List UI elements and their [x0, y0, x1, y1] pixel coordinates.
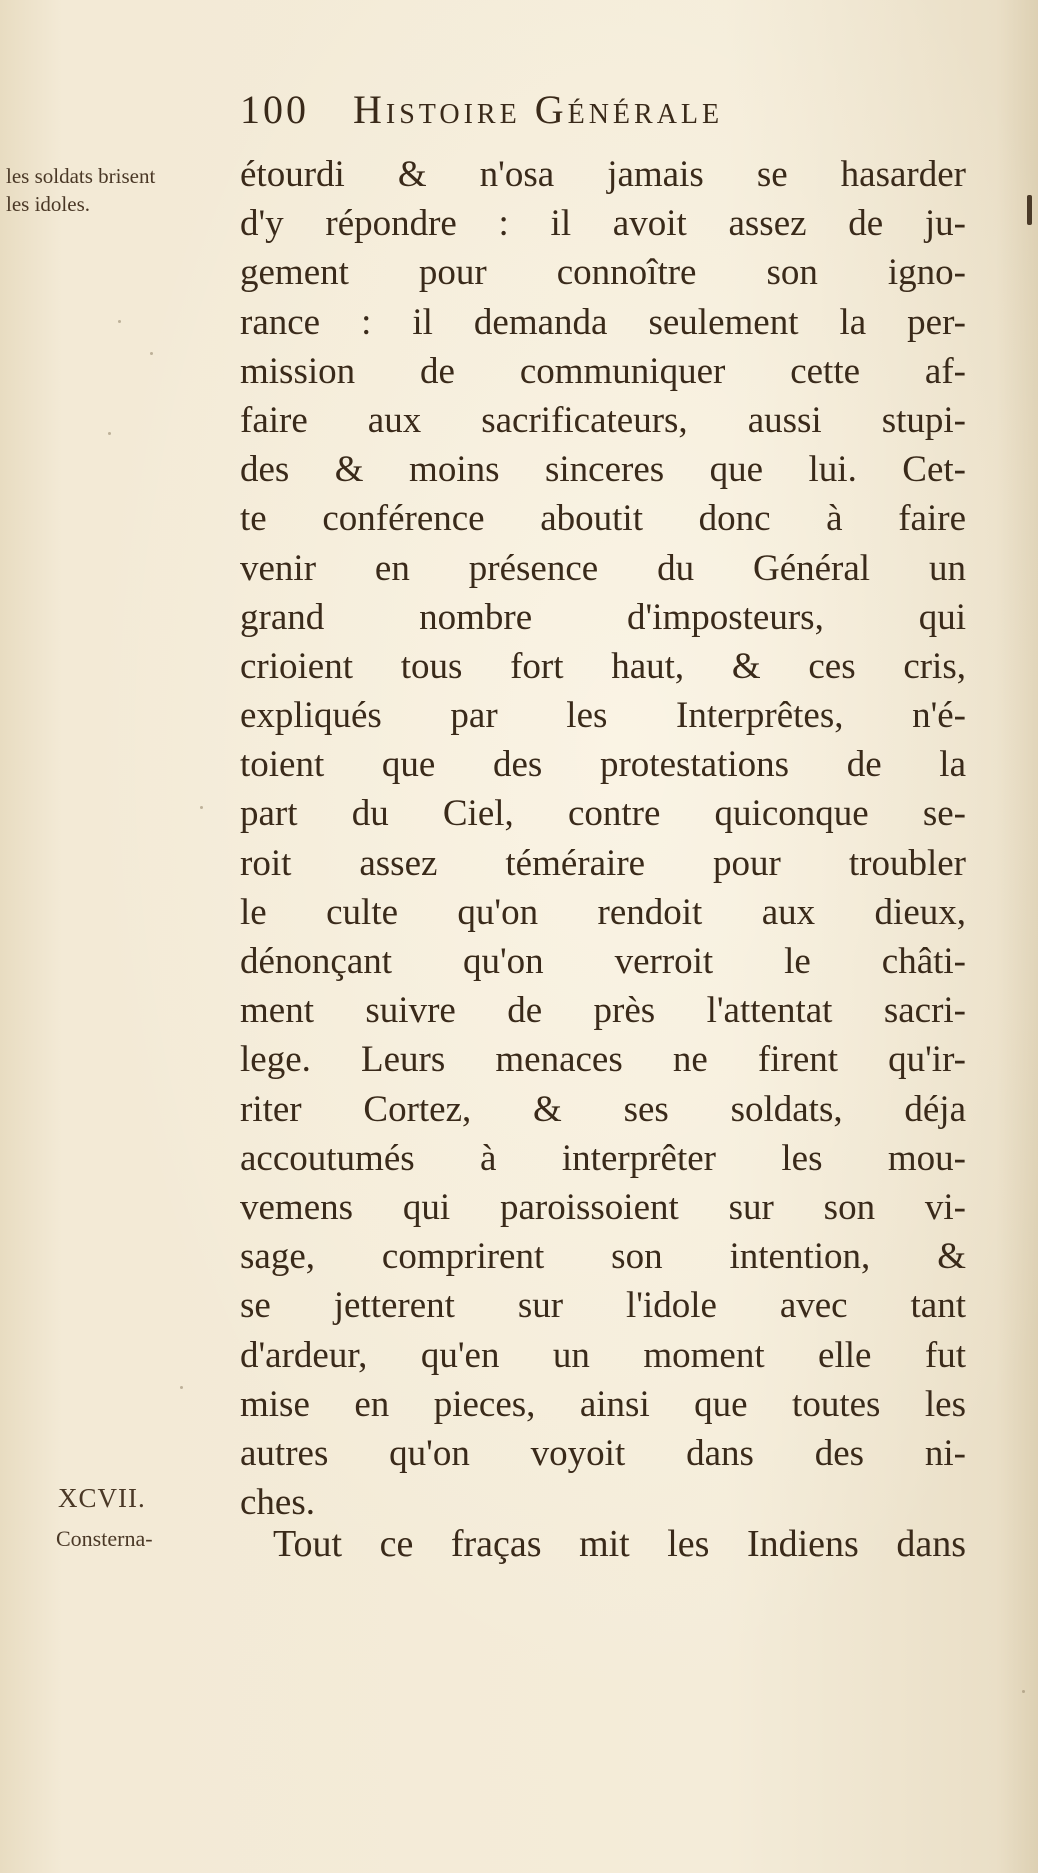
text-line: ches.: [240, 1482, 315, 1524]
paper-speck: [150, 352, 153, 355]
text-line: mise en pieces, ainsi que toutes les: [240, 1383, 966, 1425]
text-line: ment suivre de près l'attentat sacri-: [240, 990, 966, 1032]
text-line: le culte qu'on rendoit aux dieux,: [240, 891, 966, 933]
text-line: mission de communiquer cette af-: [240, 350, 966, 392]
text-line: des & moins sinceres que lui. Cet-: [240, 449, 966, 491]
paper-speck: [108, 432, 111, 435]
margin-note-idols: [6, 162, 236, 218]
text-line: sage, comprirent son intention, &: [240, 1236, 966, 1278]
margin-note-idols-text: les soldats brisent les idoles.: [6, 164, 156, 216]
margin-note-consternation: Consterna-: [56, 1526, 153, 1551]
page-header: [240, 86, 940, 146]
text-line: se jetterent sur l'idole avec tant: [240, 1285, 966, 1327]
text-line: vemens qui paroissoient sur son vi-: [240, 1186, 966, 1228]
text-line: toient que des protestations de la: [240, 744, 966, 786]
text-line: faire aux sacrificateurs, aussi stupi-: [240, 399, 966, 441]
body-text: [240, 150, 966, 1527]
text-line: te conférence aboutit donc à faire: [240, 498, 966, 540]
text-line: gement pour connoître son igno-: [240, 252, 966, 294]
text-line: autres qu'on voyoit dans des ni-: [240, 1432, 966, 1474]
text-line: dénonçant qu'on verroit le châti-: [240, 941, 966, 982]
paper-speck: [180, 1386, 183, 1389]
text-line: lege. Leurs menaces ne firent qu'ir-: [240, 1039, 966, 1081]
text-line: crioient tous fort haut, & ces cris,: [240, 645, 966, 687]
text-line: expliqués par les Interprêtes, n'é-: [240, 695, 966, 737]
text-line: venir en présence du Général un: [240, 547, 966, 589]
page-number: 100: [240, 87, 309, 132]
paper-speck: [200, 806, 203, 809]
page-edge-mark: [1027, 195, 1032, 225]
text-line: d'ardeur, qu'en un moment elle fut: [240, 1334, 966, 1376]
text-line: étourdi & n'osa jamais se hasarder: [240, 154, 966, 195]
text-line: accoutumés à interprêter les mou-: [240, 1137, 966, 1179]
text-line: riter Cortez, & ses soldats, déja: [240, 1088, 966, 1130]
text-line: grand nombre d'imposteurs, qui: [240, 596, 966, 638]
margin-note-chapter-number: XCVII.: [58, 1483, 146, 1513]
text-line: roit assez téméraire pour troubler: [240, 842, 966, 884]
text-line: part du Ciel, contre quiconque se-: [240, 793, 966, 835]
catchline: Tout ce fraças mit les Indiens dans: [273, 1523, 966, 1565]
paper-speck: [118, 320, 121, 323]
running-title: Histoire Générale: [353, 87, 724, 132]
text-line: rance : il demanda seulement la per-: [240, 301, 966, 343]
paper-speck: [1022, 1690, 1025, 1693]
text-line: d'y répondre : il avoit assez de ju-: [240, 203, 966, 245]
